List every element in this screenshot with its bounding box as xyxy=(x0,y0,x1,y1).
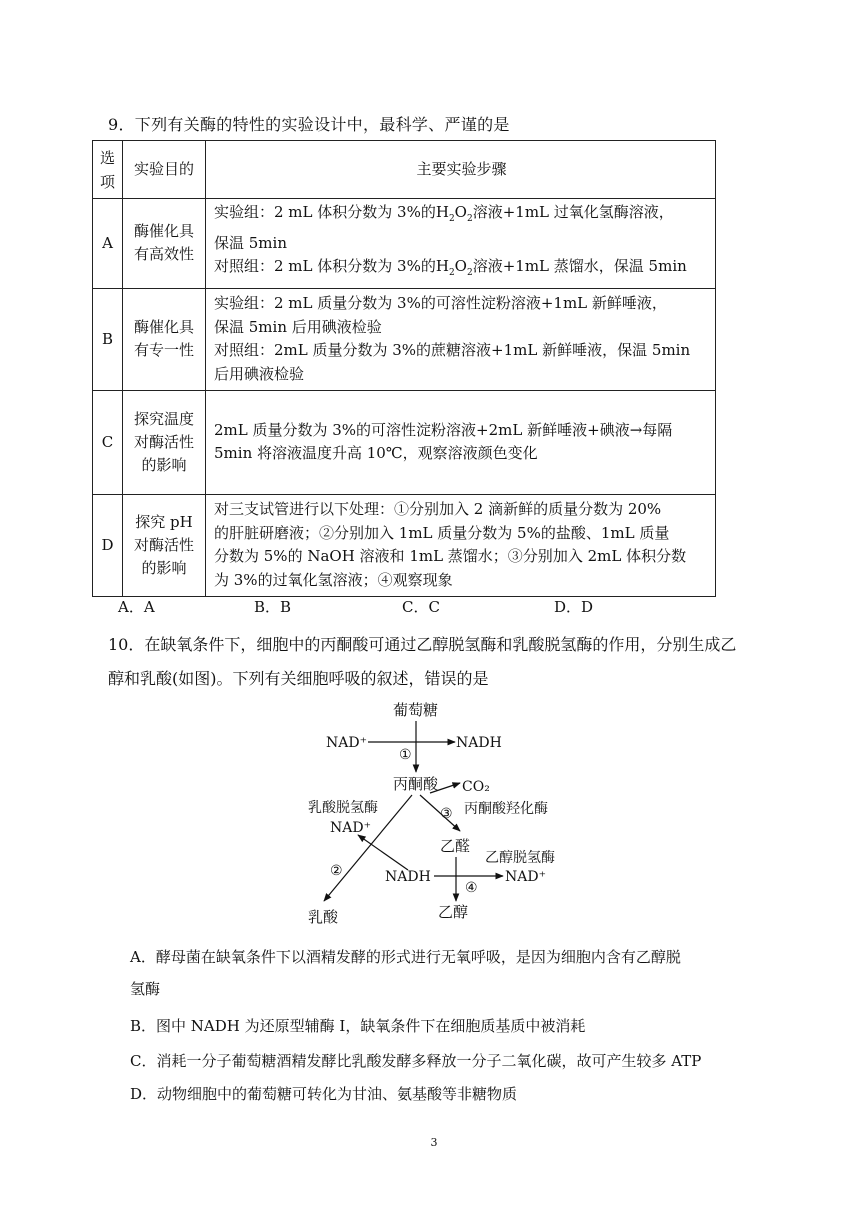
label-step-2: ② xyxy=(330,863,343,879)
q10-option-a[interactable]: A．酵母菌在缺氧条件下以酒精发酵的形式进行无氧呼吸，是因为细胞内含有乙醇脱 氢酶 xyxy=(130,948,681,998)
label-nad-plus-right: NAD⁺ xyxy=(505,869,546,885)
row-a-option: A xyxy=(93,199,123,289)
row-a-steps: 实验组：2 mL 体积分数为 3%的$H_2O_2$溶液+1mL 过氧化氢酶溶液， 保温 5min 对照组：2 mL 体积分数为 3%的$H_2O_2$溶液+1mL 蒸馏水，保温 5min xyxy=(206,199,716,289)
header-option: 选项 xyxy=(93,141,123,199)
fermentation-pathway-diagram xyxy=(300,695,590,930)
label-pyruvate: 丙酮酸 xyxy=(393,775,439,793)
header-purpose: 实验目的 xyxy=(123,141,206,199)
label-pyruvate-decarboxylase: 丙酮酸羟化酶 xyxy=(464,801,548,817)
label-nad-plus-left: NAD⁺ xyxy=(330,820,371,836)
label-step-4: ④ xyxy=(465,880,478,896)
table-row-a xyxy=(93,199,716,289)
table-header-row xyxy=(93,141,716,199)
label-acetaldehyde: 乙醛 xyxy=(440,837,471,855)
row-c-steps: 2mL 质量分数为 3%的可溶性淀粉溶液+2mL 新鲜唾液+碘液→每隔 5min 将溶液温度升高 10℃，观察溶液颜色变化 xyxy=(206,390,716,494)
row-b-option: B xyxy=(93,288,123,390)
label-alcohol-dehydrogenase: 乙醇脱氢酶 xyxy=(485,850,555,866)
q10-option-d[interactable]: D．动物细胞中的葡萄糖可转化为甘油、氨基酸等非糖物质 xyxy=(130,1085,518,1103)
row-d-steps: 对三支试管进行以下处理：①分别加入 2 滴新鲜的质量分数为 20% 的肝脏研磨液；②分别加入 1mL 质量分数为 5%的盐酸、1mL 质量 分数为 5%的 NaOH 溶液和 1mL 蒸馏水；③分别加入 2mL 体积分数 为 3%的过氧化氢溶液；④观察现象 xyxy=(206,494,716,596)
label-nadh-mid: NADH xyxy=(385,869,431,885)
label-co2: CO₂ xyxy=(462,779,490,795)
q10-stem-line-1: 10．在缺氧条件下，细胞中的丙酮酸可通过乙醇脱氢酶和乳酸脱氢酶的作用，分别生成乙 xyxy=(108,635,737,654)
row-a-purpose: 酶催化具有高效性 xyxy=(123,199,206,289)
q9-option-a[interactable]: A．A xyxy=(118,598,155,616)
question-9-title: 9．下列有关酶的特性的实验设计中，最科学、严谨的是 xyxy=(108,115,510,134)
label-glucose: 葡萄糖 xyxy=(393,701,439,719)
row-b-steps: 实验组：2 mL 质量分数为 3%的可溶性淀粉溶液+1mL 新鲜唾液， 保温 5min 后用碘液检验 对照组：2mL 质量分数为 3%的蔗糖溶液+1mL 新鲜唾液，保温 5min 后用碘液检验 xyxy=(206,288,716,390)
table-row-b xyxy=(93,288,716,390)
q10-stem-line-2: 醇和乳酸(如图)。下列有关细胞呼吸的叙述，错误的是 xyxy=(108,669,489,688)
experiment-table xyxy=(92,140,716,597)
label-ethanol: 乙醇 xyxy=(438,903,469,921)
table-row-c xyxy=(93,390,716,494)
label-nadh: NADH xyxy=(456,735,502,751)
row-d-option: D xyxy=(93,494,123,596)
question-10-stem xyxy=(108,628,788,696)
label-step-1: ① xyxy=(399,747,412,763)
header-steps: 主要实验步骤 xyxy=(206,141,716,199)
q9-option-d[interactable]: D．D xyxy=(554,598,594,616)
q9-option-b[interactable]: B．B xyxy=(254,598,292,616)
row-c-option: C xyxy=(93,390,123,494)
row-b-purpose: 酶催化具有专一性 xyxy=(123,288,206,390)
label-lactate-dehydrogenase: 乳酸脱氢酶 xyxy=(308,800,378,816)
label-nad-plus: NAD⁺ xyxy=(326,735,367,751)
table-row-d xyxy=(93,494,716,596)
q9-option-c[interactable]: C．C xyxy=(402,598,440,616)
row-c-purpose: 探究温度对酶活性的影响 xyxy=(123,390,206,494)
q10-option-b[interactable]: B．图中 NADH 为还原型辅酶 I，缺氧条件下在细胞质基质中被消耗 xyxy=(130,1017,586,1035)
q10-option-c[interactable]: C．消耗一分子葡萄糖酒精发酵比乳酸发酵多释放一分子二氧化碳，故可产生较多 ATP xyxy=(130,1052,702,1070)
row-d-purpose: 探究 pH 对酶活性的影响 xyxy=(123,494,206,596)
label-step-3: ③ xyxy=(440,806,453,822)
arrow-nadh-to-nad-left xyxy=(358,835,408,870)
label-lactate: 乳酸 xyxy=(308,908,339,926)
page-number: 3 xyxy=(430,1136,438,1149)
